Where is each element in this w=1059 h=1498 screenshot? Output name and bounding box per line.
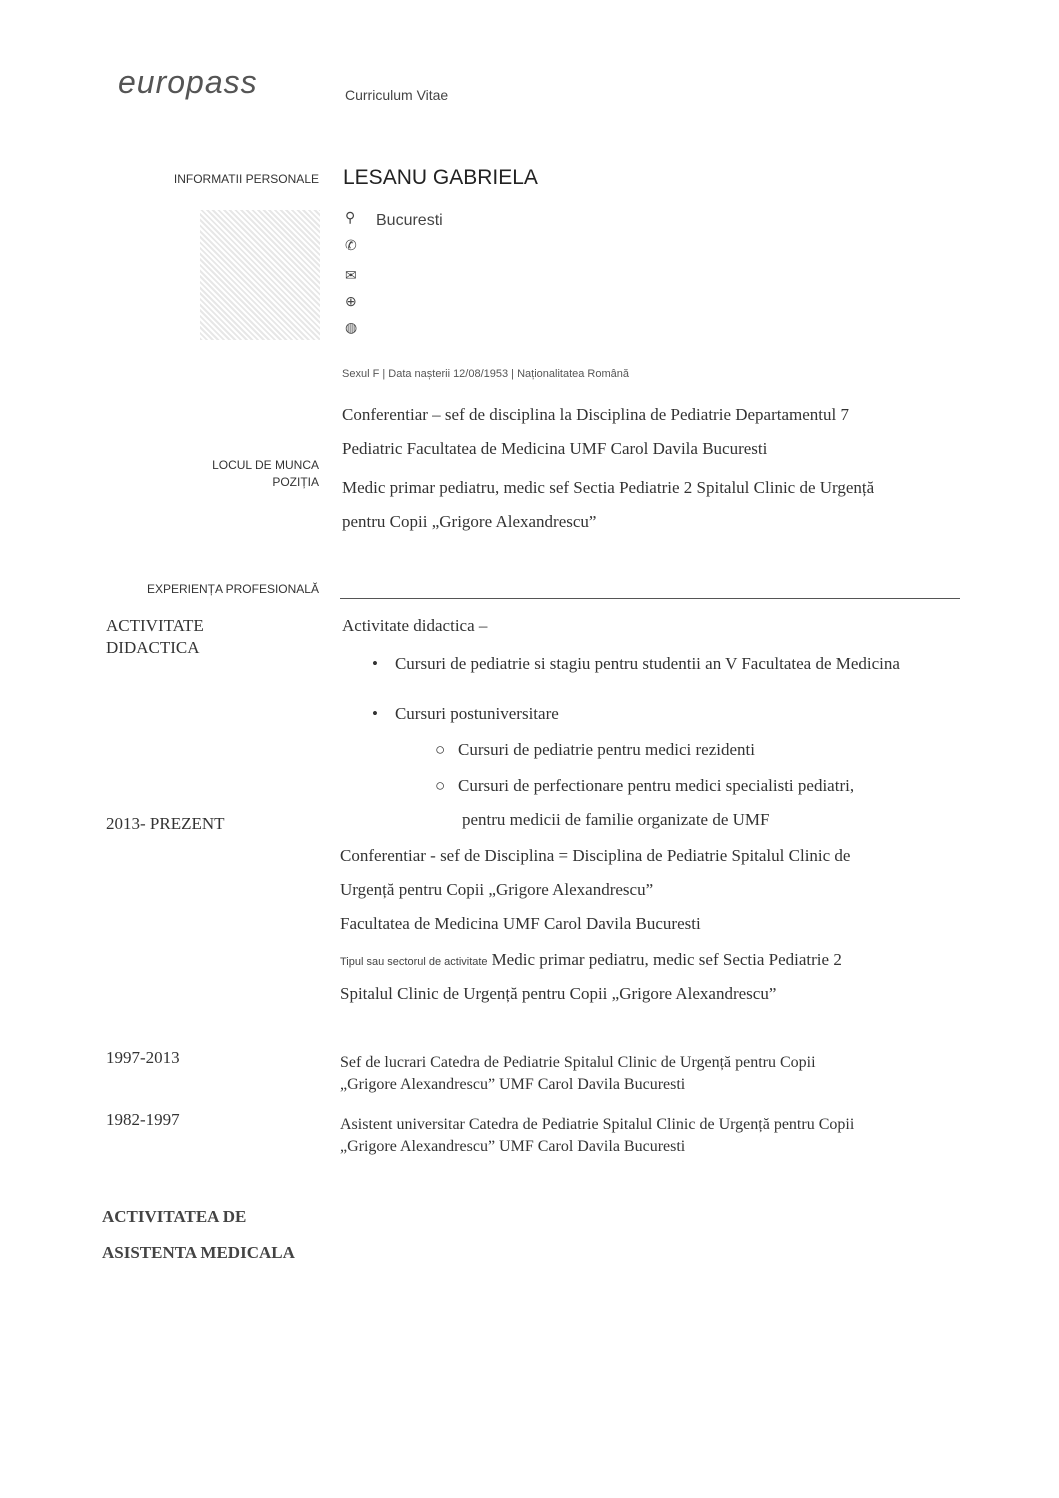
location-icon: ⚲ <box>345 211 356 226</box>
didactic-title: Activitate didactica – <box>342 616 488 635</box>
p3-line: Asistent universitar Catedra de Pediatrie Spitalul Clinic de Urgență pentru Copii <box>340 1116 855 1133</box>
medical-label: ASISTENTA MEDICALA <box>102 1243 295 1262</box>
workplace-line: pentru Copii „Grigore Alexandrescu” <box>342 512 597 531</box>
personal-details: Sexul F | Data nașterii 12/08/1953 | Naționalitatea Română <box>342 368 629 380</box>
sub-bullet-item: ○ Cursuri de perfectionare pentru medici specialisti pediatri, <box>435 776 855 795</box>
photo <box>200 210 320 340</box>
personal-info-label: INFORMATII PERSONALE <box>173 172 319 186</box>
workplace-line: Medic primar pediatru, medic sef Sectia Pediatrie 2 Spitalul Clinic de Urgență <box>342 478 875 497</box>
p2-line: Sef de lucrari Catedra de Pediatrie Spitalul Clinic de Urgență pentru Copii <box>340 1054 816 1071</box>
didactic-label: DIDACTICA <box>106 638 200 657</box>
email-icon: ✉ <box>345 269 357 284</box>
period-3: 1982-1997 <box>106 1110 180 1129</box>
p1-sector: Tipul sau sectorul de activitate Medic primar pediatru, medic sef Sectia Pediatrie 2 <box>340 950 842 969</box>
p1-line: Urgență pentru Copii „Grigore Alexandrescu” <box>340 880 654 899</box>
p2-line: „Grigore Alexandrescu” UMF Carol Davila Bucuresti <box>340 1076 686 1093</box>
city: Bucuresti <box>376 212 443 229</box>
didactic-label: ACTIVITATE <box>106 616 204 635</box>
bullet-item: • Cursuri de pediatrie si stagiu pentru studentii an V Facultatea de Medicina <box>372 654 900 673</box>
europass-logo: europass <box>118 64 258 100</box>
p1-line: Facultatea de Medicina UMF Carol Davila Bucuresti <box>340 914 701 933</box>
messenger-icon: ◍ <box>345 321 358 336</box>
sub-bullet-cont: pentru medicii de familie organizate de UMF <box>462 810 770 829</box>
period-1: 2013- PREZENT <box>106 814 225 833</box>
divider <box>340 598 960 599</box>
bullet-item: • Cursuri postuniversitare <box>372 704 559 723</box>
web-icon: ⊕ <box>345 295 357 310</box>
phone-icon: ✆ <box>345 239 357 254</box>
period-2: 1997-2013 <box>106 1048 180 1067</box>
p1-line: Conferentiar - sef de Disciplina = Disciplina de Pediatrie Spitalul Clinic de <box>340 846 851 865</box>
workplace-line: Pediatric Facultatea de Medicina UMF Carol Davila Bucuresti <box>342 439 768 458</box>
p1-line: Spitalul Clinic de Urgență pentru Copii „Grigore Alexandrescu” <box>340 984 777 1003</box>
experience-label: EXPERIENȚA PROFESIONALĂ <box>146 582 319 596</box>
p3-line: „Grigore Alexandrescu” UMF Carol Davila Bucuresti <box>340 1138 686 1155</box>
doc-title: Curriculum Vitae <box>345 87 449 103</box>
sub-bullet-item: ○ Cursuri de pediatrie pentru medici rezidenti <box>435 740 755 759</box>
person-name: LESANU GABRIELA <box>343 166 538 189</box>
workplace-label: LOCUL DE MUNCA <box>212 458 319 472</box>
medical-label: ACTIVITATEA DE <box>102 1207 247 1226</box>
position-label: POZIȚIA <box>272 475 319 489</box>
workplace-line: Conferentiar – sef de disciplina la Disciplina de Pediatrie Departamentul 7 <box>342 405 849 424</box>
